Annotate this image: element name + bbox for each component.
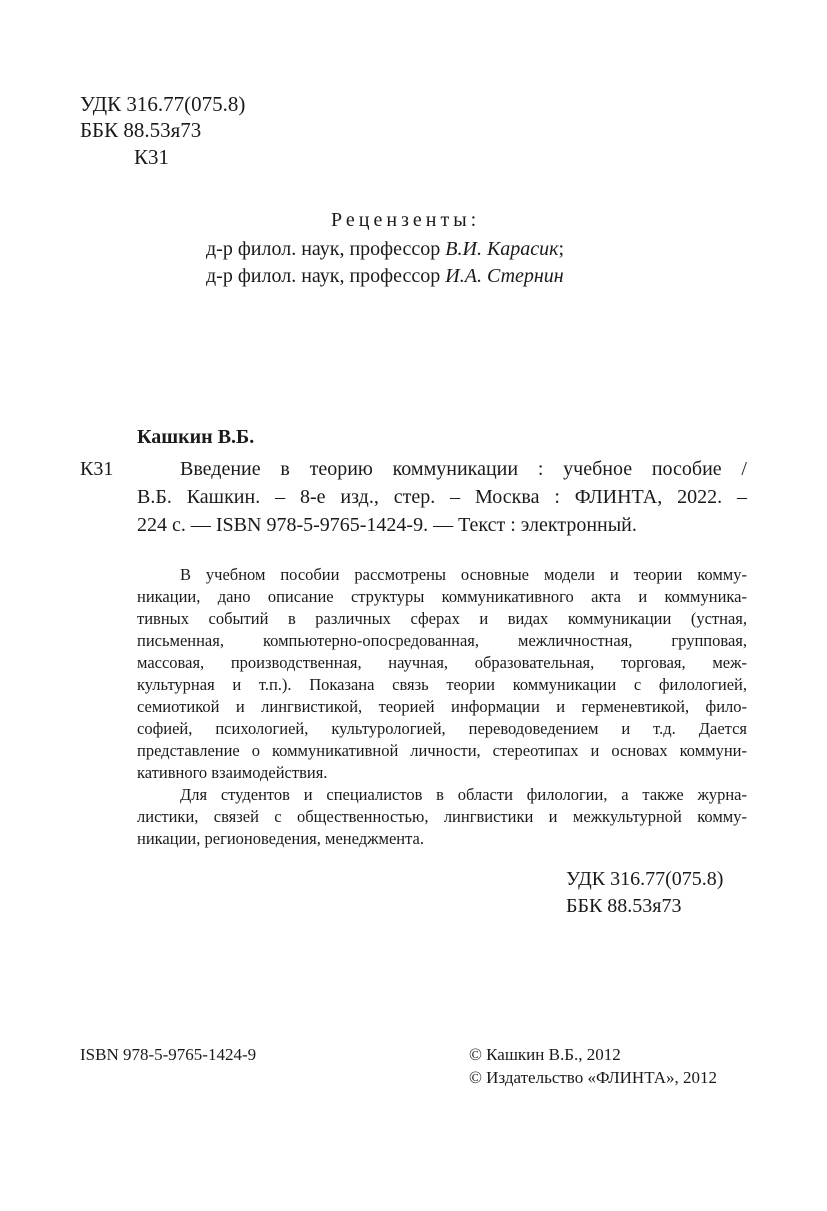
copyright-publisher: © Издательство «ФЛИНТА», 2012 [469, 1068, 718, 1087]
bib-line: 224 с. — ISBN 978-5-9765-1424-9. — Текст : электронный. [137, 514, 637, 536]
annotation-line: В учебном пособии рассмотрены основные модели и теории комму- [180, 565, 747, 584]
reviewer-2-name: И.А. Стернин [445, 265, 564, 287]
bib-line: Введение в теорию коммуникации : учебное пособие / [180, 458, 747, 480]
reviewer-2-title: д-р филол. наук, профессор [206, 265, 446, 287]
annotation-line: тивных событий в различных сферах и видах коммуникации (устная, [137, 609, 747, 628]
reviewer-1-name: В.И. Карасик [445, 238, 559, 260]
author-code-left: К31 [80, 458, 114, 480]
bibliographic-description [137, 455, 747, 539]
annotation-line: культурная и т.п.). Показана связь теории коммуникации с филологией, [137, 675, 747, 694]
reviewer-1-title: д-р филол. наук, профессор [206, 238, 446, 260]
audience-line: листики, связей с общественностью, лингвистики и межкультурной комму- [137, 807, 747, 826]
author-name: Кашкин В.Б. [137, 426, 255, 448]
audience-line: Для студентов и специалистов в области филологии, а также журна- [180, 785, 747, 804]
annotation-line: письменная, компьютерно-опосредованная, межличностная, групповая, [137, 631, 747, 650]
isbn: ISBN 978-5-9765-1424-9 [80, 1045, 257, 1064]
reviewer-2 [206, 264, 564, 288]
reviewers-heading: Рецензенты: [331, 209, 481, 231]
annotation [137, 564, 747, 850]
copyright-author: © Кашкин В.Б., 2012 [469, 1045, 621, 1064]
bbk-code-bottom: ББК 88.53я73 [566, 895, 682, 917]
udk-code-top: УДК 316.77(075.8) [80, 92, 246, 116]
reviewer-1 [206, 237, 564, 261]
author-code-top: К31 [134, 145, 170, 169]
bbk-code-top: ББК 88.53я73 [80, 118, 202, 142]
annotation-line: массовая, производственная, научная, образовательная, торговая, меж- [137, 653, 747, 672]
bib-line: В.Б. Кашкин. – 8-е изд., стер. – Москва : ФЛИНТА, 2022. – [137, 486, 747, 508]
udk-code-bottom: УДК 316.77(075.8) [566, 868, 724, 890]
annotation-line: софией, психологией, культурологией, переводоведением и т.д. Дается [137, 719, 747, 738]
annotation-line: никации, дано описание структуры коммуникативного акта и коммуника- [137, 587, 747, 606]
reviewer-1-suffix: ; [558, 238, 565, 260]
annotation-line: представление о коммуникативной личности, стереотипах и основах коммуни- [137, 741, 747, 760]
audience-line: никации, регионоведения, менеджмента. [137, 829, 424, 848]
annotation-line: семиотикой и лингвистикой, теорией информации и герменевтикой, фило- [137, 697, 747, 716]
annotation-line: кативного взаимодействия. [137, 763, 328, 782]
